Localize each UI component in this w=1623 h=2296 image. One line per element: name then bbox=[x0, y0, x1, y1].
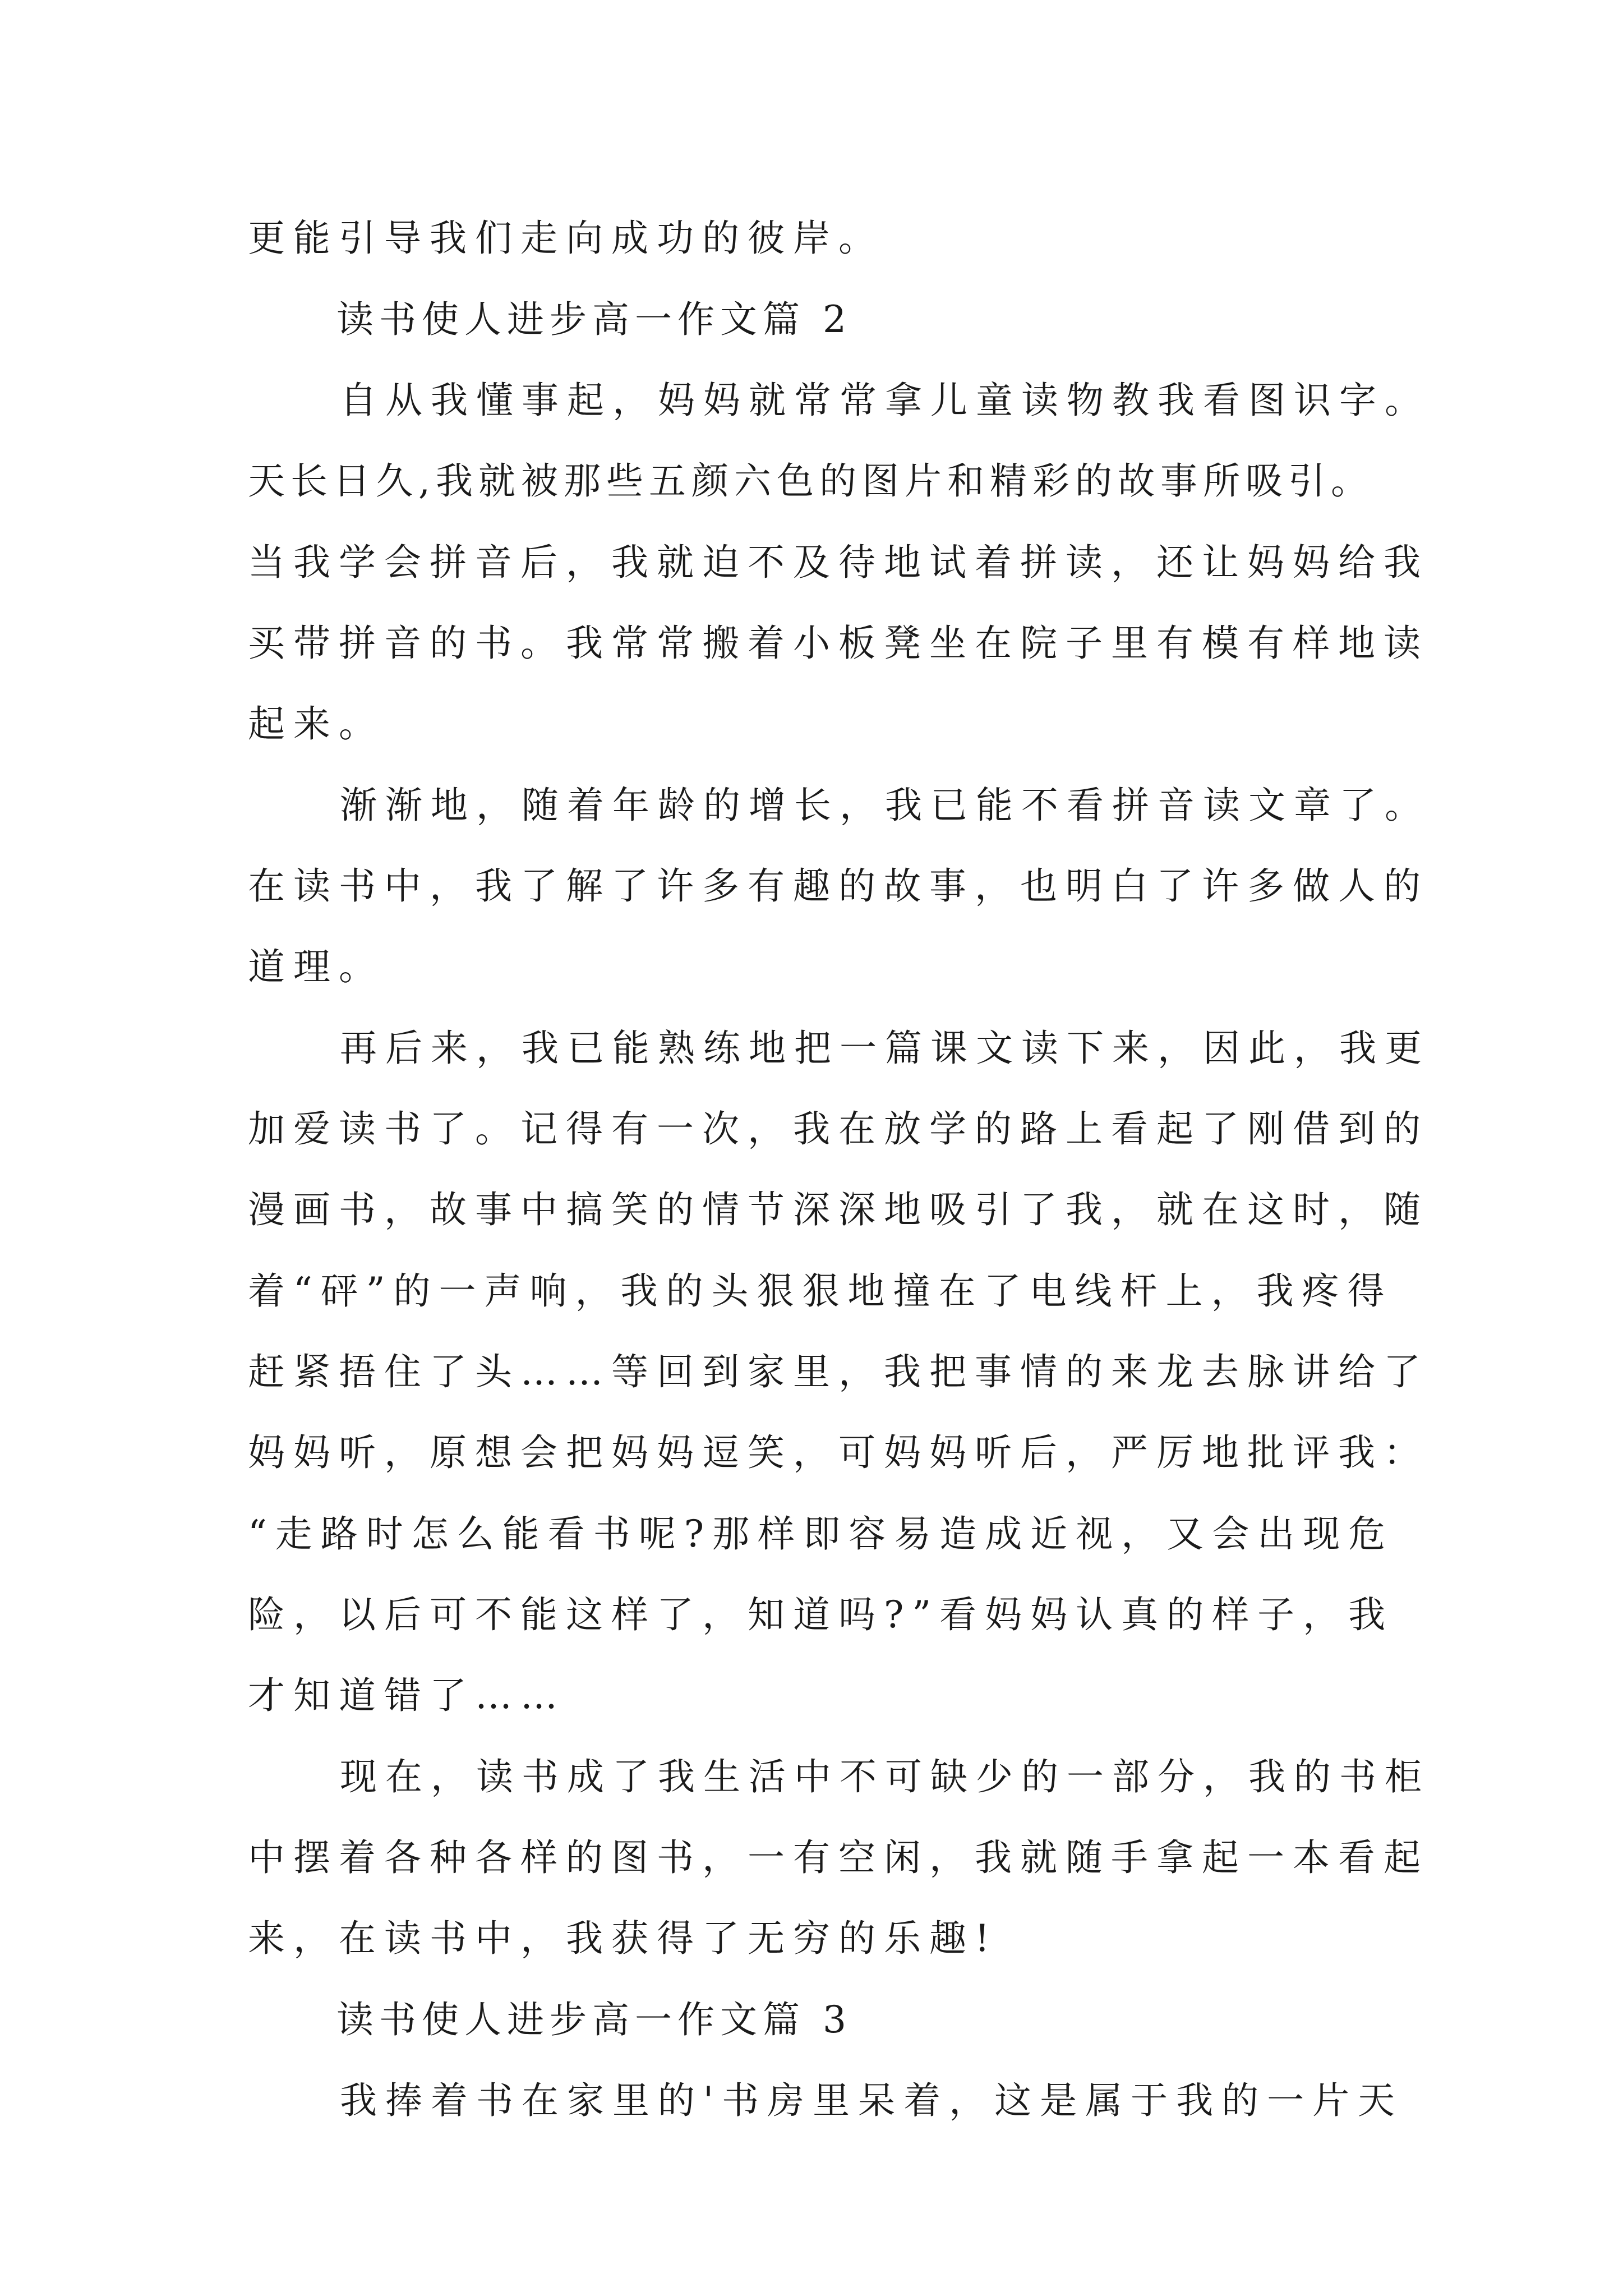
text-line: 买带拼音的书。我常常搬着小板凳坐在院子里有模有样地读 bbox=[248, 622, 1429, 665]
text-line: 在读书中，我了解了许多有趣的故事，也明白了许多做人的 bbox=[248, 864, 1429, 908]
text-line: 险，以后可不能这样了，知道吗?”看妈妈认真的样子，我 bbox=[248, 1593, 1394, 1636]
text-line: 着“砰”的一声响，我的头狠狠地撞在了电线杆上，我疼得 bbox=[248, 1269, 1393, 1313]
text-line: 起来。 bbox=[248, 702, 384, 746]
text-line: 当我学会拼音后，我就迫不及待地试着拼读，还让妈妈给我 bbox=[248, 541, 1429, 584]
text-line: 赶紧捂住了头……等回到家里，我把事情的来龙去脉讲给了 bbox=[248, 1350, 1429, 1393]
text-line: 中摆着各种各样的图书，一有空闲，我就随手拿起一本看起 bbox=[248, 1836, 1429, 1879]
text-line: “走路时怎么能看书呢?那样即容易造成近视，又会出现危 bbox=[248, 1512, 1394, 1556]
section-heading: 读书使人进步高一作文篇 3 bbox=[336, 1998, 852, 2041]
text-line: 妈妈听，原想会把妈妈逗笑，可妈妈听后，严厉地批评我： bbox=[248, 1431, 1429, 1474]
text-line: 漫画书，故事中搞笑的情节深深地吸引了我，就在这时，随 bbox=[248, 1188, 1429, 1231]
text-line: 渐渐地，随着年龄的增长，我已能不看拼音读文章了。 bbox=[340, 784, 1430, 827]
text-line: 自从我懂事起，妈妈就常常拿儿童读物教我看图识字。 bbox=[340, 379, 1430, 422]
text-line: 天长日久,我就被那些五颜六色的图片和精彩的故事所吸引。 bbox=[248, 459, 1373, 503]
text-line: 才知道错了…… bbox=[248, 1674, 566, 1717]
text-line: 再后来，我已能熟练地把一篇课文读下来，因此，我更 bbox=[340, 1027, 1430, 1070]
text-line: 我捧着书在家里的'书房里呆着，这是属于我的一片天 bbox=[340, 2079, 1404, 2122]
text-line: 道理。 bbox=[248, 945, 384, 988]
text-line: 加爱读书了。记得有一次，我在放学的路上看起了刚借到的 bbox=[248, 1107, 1429, 1151]
text-line: 来，在读书中，我获得了无穷的乐趣! bbox=[248, 1917, 998, 1960]
section-heading: 读书使人进步高一作文篇 2 bbox=[336, 298, 852, 341]
text-line: 更能引导我们走向成功的彼岸。 bbox=[248, 217, 884, 260]
text-line: 现在，读书成了我生活中不可缺少的一部分，我的书柜 bbox=[340, 1755, 1430, 1798]
